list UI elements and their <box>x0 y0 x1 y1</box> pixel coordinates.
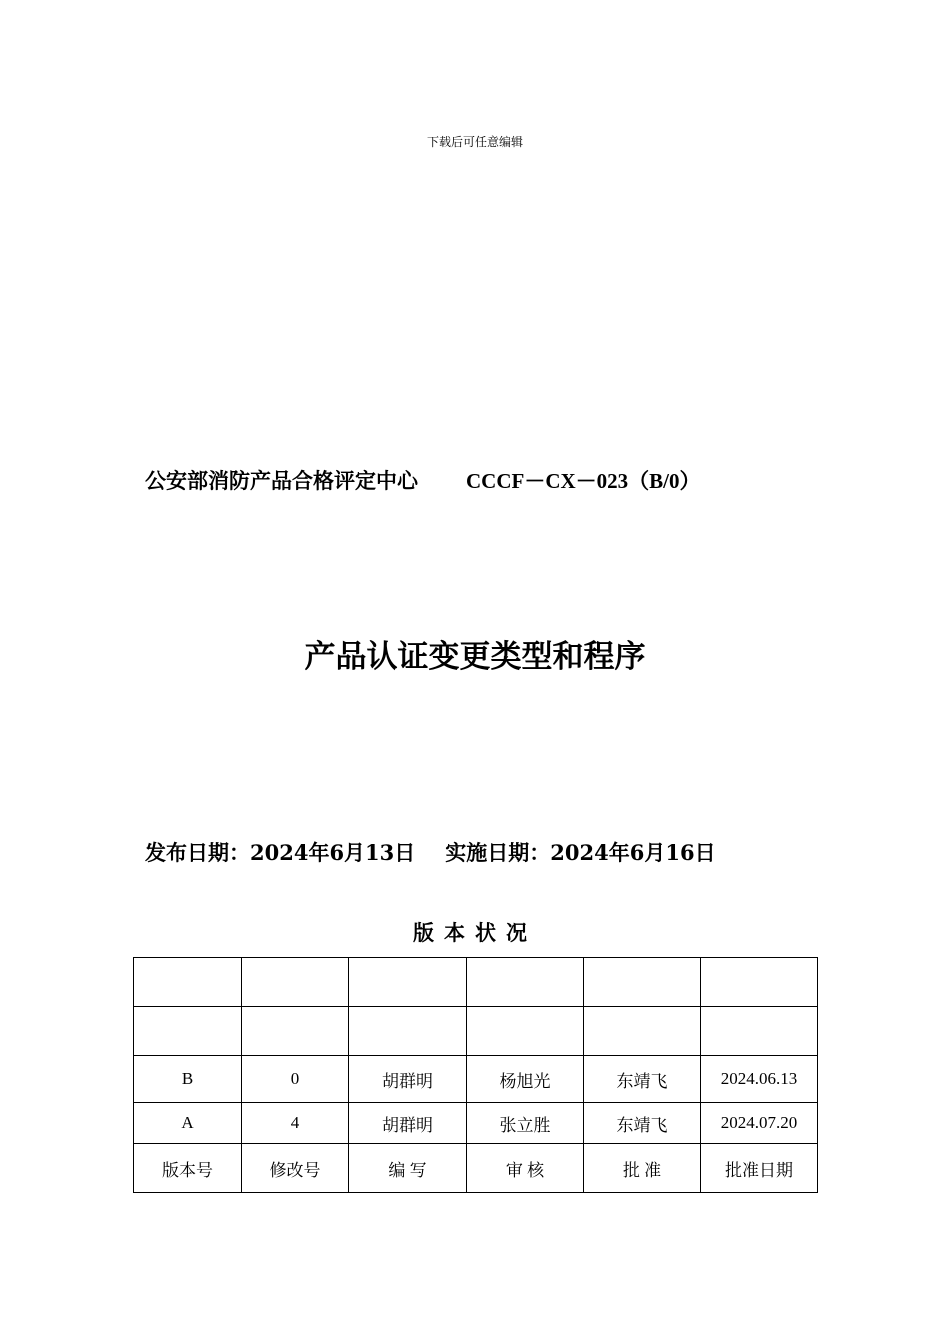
table-header-row <box>134 1144 818 1193</box>
table-cell: 2024.06.13 <box>701 1056 818 1103</box>
table-cell <box>134 1007 242 1056</box>
table-cell <box>701 1007 818 1056</box>
table-cell: A <box>134 1103 242 1144</box>
column-header-approval-date: 批准日期 <box>701 1144 818 1193</box>
date-line <box>145 838 845 868</box>
table-cell: 杨旭光 <box>467 1056 584 1103</box>
column-header-approver: 批 准 <box>584 1144 701 1193</box>
document-title: 产品认证变更类型和程序 <box>304 639 646 675</box>
column-header-version: 版本号 <box>134 1144 242 1193</box>
table-row <box>134 1103 818 1144</box>
table-cell: B <box>134 1056 242 1103</box>
table-row <box>134 1056 818 1103</box>
table-cell: 东靖飞 <box>584 1103 701 1144</box>
column-header-reviewer: 审 核 <box>467 1144 584 1193</box>
table-cell <box>584 1007 701 1056</box>
download-note: 下载后可任意编辑 <box>426 135 523 149</box>
table-cell: 2024.07.20 <box>701 1103 818 1144</box>
column-header-revision: 修改号 <box>242 1144 349 1193</box>
table-cell <box>242 958 349 1007</box>
table-cell <box>701 958 818 1007</box>
table-cell <box>467 1007 584 1056</box>
table-row <box>134 1007 818 1056</box>
table-cell: 胡群明 <box>349 1056 467 1103</box>
table-cell <box>242 1007 349 1056</box>
table-cell: 张立胜 <box>467 1103 584 1144</box>
table-cell: 0 <box>242 1056 349 1103</box>
version-status-title: 版本状况 <box>413 920 537 945</box>
publish-date: 发布日期：2024年6月13日 <box>145 840 416 865</box>
document-header <box>145 466 845 496</box>
table-cell: 东靖飞 <box>584 1056 701 1103</box>
table-cell: 胡群明 <box>349 1103 467 1144</box>
document-code: CCCF－CX－023（B/0） <box>466 469 701 493</box>
table-cell <box>467 958 584 1007</box>
table-cell: 4 <box>242 1103 349 1144</box>
implement-date: 实施日期：2024年6月16日 <box>445 840 716 865</box>
table-cell <box>134 958 242 1007</box>
table-row <box>134 958 818 1007</box>
table-cell <box>349 958 467 1007</box>
table-cell <box>349 1007 467 1056</box>
column-header-author: 编 写 <box>349 1144 467 1193</box>
organization-name: 公安部消防产品合格评定中心 <box>145 468 418 493</box>
version-table <box>133 957 818 1193</box>
table-cell <box>584 958 701 1007</box>
